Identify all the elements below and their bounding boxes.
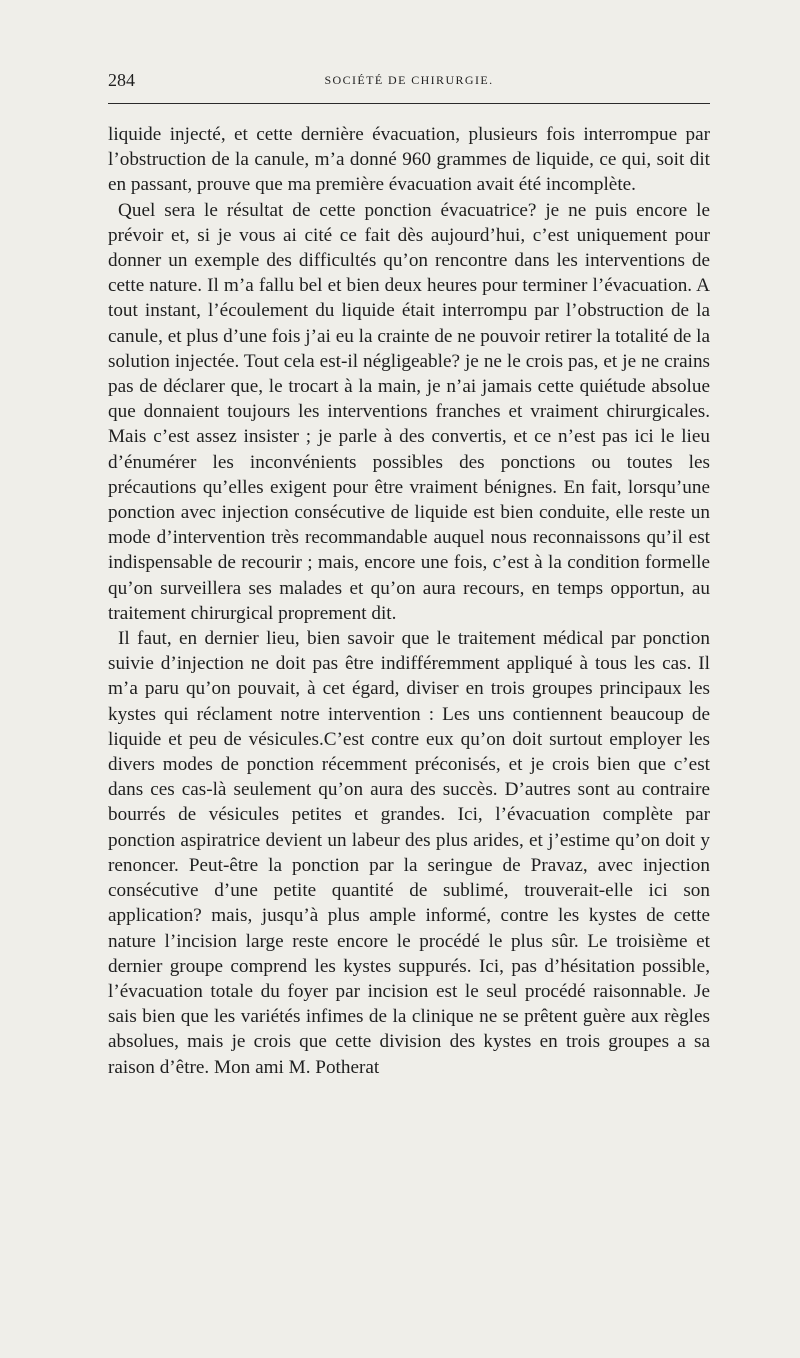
body-text bbox=[108, 122, 710, 1080]
paragraph-three-groups: Il faut, en dernier lieu, bien savoir que le traitement médical par ponction suivie d’injection ne doit pas être indifféremment appliqué à tous les cas. Il m’a paru qu’on pouvait, à cet égard, diviser en trois groupes principaux les kystes qui réclament notre intervention : Les uns contiennent beaucoup de liquide et peu de vésicules.C’est contre eux qu’on doit surtout employer les divers modes de ponction récemment préconisés, et je crois bien que c’est dans ces cas-là seulement qu’on aura des succès. D’autres sont au contraire bourrés de vésicules petites et grandes. Ici, l’évacuation complète par ponction aspiratrice devient un labeur des plus arides, et j’estime qu’on doit y renoncer. Peut-être la ponction par la seringue de Pravaz, avec injection consécutive d’une petite quantité de sublimé, trouverait-elle ici son application? mais, jusqu’à plus ample informé, contre les kystes de cette nature l’incision large reste encore le procédé le plus sûr. Le troisième et dernier groupe comprend les kystes suppurés. Ici, pas d’hésitation possible, l’évacuation totale du foyer par incision est le seul procédé raisonnable. Je sais bien que les variétés infimes de la clinique ne se prêtent guère aux règles absolues, mais je crois que cette division des kystes en trois groupes a sa raison d’être. Mon ami M. Potherat bbox=[108, 628, 710, 1078]
page-number: 284 bbox=[108, 70, 135, 90]
running-head: SOCIÉTÉ DE CHIRURGIE. bbox=[324, 73, 494, 87]
paragraph-continuation: liquide injecté, et cette dernière évacuation, plusieurs fois interrompue par l’obstruction de la canule, m’a donné 960 grammes de liquide, ce qui, soit dit en passant, prouve que ma première évacuation avait été incomplète. bbox=[108, 124, 710, 196]
header-rule bbox=[108, 103, 710, 104]
page-header bbox=[108, 68, 710, 92]
paragraph-ponction-result: Quel sera le résultat de cette ponction évacuatrice? je ne puis encore le prévoir et, si je vous ai cité ce fait dès aujourd’hui, c’est uniquement pour donner un exemple des difficultés qu’on rencontre dans les interventions de cette nature. Il m’a fallu bel et bien deux heures pour terminer l’évacuation. A tout instant, l’écoulement du liquide était interrompu par l’obstruction de la canule, et plus d’une fois j’ai eu la crainte de ne pouvoir retirer la totalité de la solution injectée. Tout cela est-il négligeable? je ne le crois pas, et je ne crains pas de déclarer que, le trocart à la main, je n’ai jamais cette quiétude absolue que donnaient toujours les interventions franches et vraiment chirurgicales. Mais c’est assez insister ; je parle à des convertis, et ce n’est pas ici le lieu d’énumérer les inconvénients possibles des ponctions ou toutes les précautions qu’elles exigent pour être vraiment bénignes. En fait, lorsqu’une ponction avec injection consécutive de liquide est bien conduite, elle reste un mode d’intervention très recommandable auquel nous reconnaissons qu’il est indispensable de recourir ; mais, encore une fois, c’est à la condition formelle qu’on surveillera ses malades et qu’on aura recours, en temps opportun, au traitement chirurgical proprement dit. bbox=[108, 199, 710, 624]
